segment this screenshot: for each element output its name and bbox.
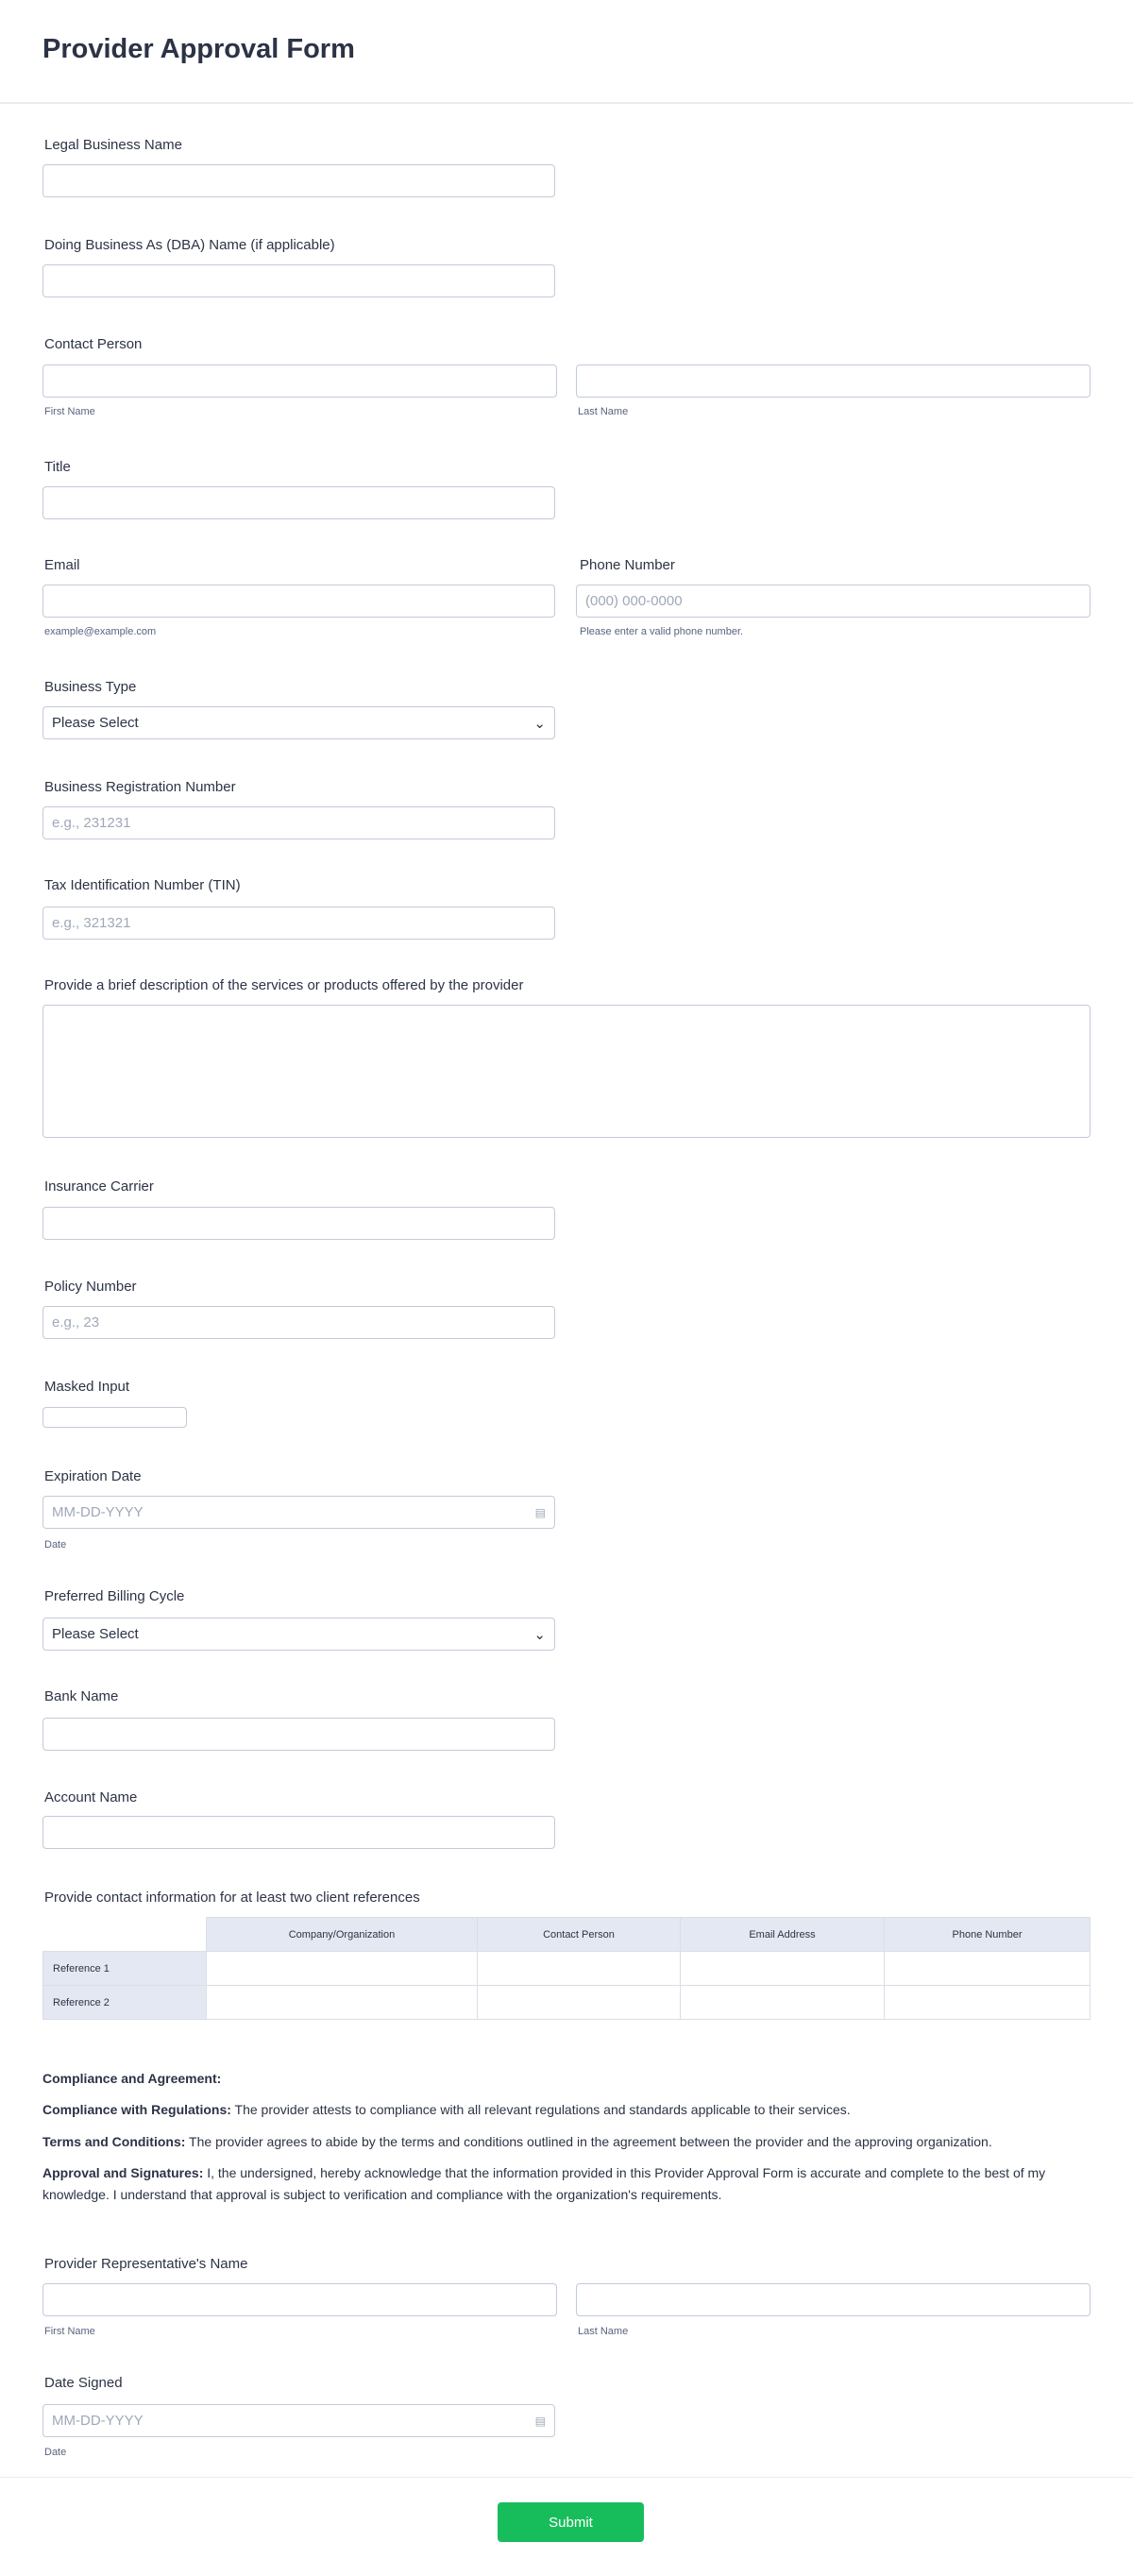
policy-label: Policy Number: [44, 1279, 137, 1295]
billing-cycle-select[interactable]: [42, 1618, 555, 1651]
tin-input[interactable]: [42, 907, 555, 940]
calendar-icon[interactable]: ▤: [534, 1505, 546, 1519]
bank-name-input[interactable]: [42, 1718, 555, 1751]
dba-input[interactable]: [42, 264, 555, 297]
terms-paragraph: [42, 2131, 1091, 2153]
paragraph-text: The provider attests to compliance with all relevant regulations and standards applicable to their services.: [230, 2102, 851, 2117]
brn-placeholder: e.g., 231231: [52, 815, 131, 831]
paragraph-title: Compliance with Regulations:: [42, 2102, 231, 2117]
description-label: Provide a brief description of the services or products offered by the provider: [44, 977, 524, 993]
expiration-label: Expiration Date: [44, 1468, 142, 1484]
chevron-down-icon: ⌄: [533, 715, 546, 732]
tin-placeholder: e.g., 321321: [52, 915, 131, 931]
footer-divider: [0, 2477, 1133, 2478]
chevron-down-icon: ⌄: [533, 1626, 546, 1643]
description-textarea[interactable]: [42, 1005, 1091, 1138]
references-table: [42, 1917, 1091, 2020]
rep-first-name-input[interactable]: [42, 2283, 557, 2316]
dba-label: Doing Business As (DBA) Name (if applicable): [44, 237, 335, 253]
table-corner: [43, 1918, 207, 1952]
first-name-sublabel: First Name: [44, 2326, 95, 2337]
expiration-placeholder: MM-DD-YYYY: [52, 1504, 144, 1520]
references-label: Provide contact information for at least two client references: [44, 1890, 420, 1906]
paragraph-title: Approval and Signatures:: [42, 2165, 204, 2180]
expiration-date-input[interactable]: [42, 1496, 555, 1529]
contact-first-name-input[interactable]: [42, 364, 557, 398]
contact-last-name-input[interactable]: [576, 364, 1091, 398]
table-cell-input[interactable]: [207, 1952, 478, 1986]
billing-cycle-label: Preferred Billing Cycle: [44, 1588, 185, 1604]
legal-business-name-input[interactable]: [42, 164, 555, 197]
date-signed-placeholder: MM-DD-YYYY: [52, 2413, 144, 2429]
row-header: Reference 2: [43, 1986, 207, 2020]
account-name-input[interactable]: [42, 1816, 555, 1849]
brn-label: Business Registration Number: [44, 779, 236, 795]
insurance-label: Insurance Carrier: [44, 1178, 154, 1195]
email-label: Email: [44, 557, 80, 573]
title-label: Title: [44, 459, 71, 475]
compliance-paragraph: [42, 2099, 1091, 2121]
row-header: Reference 1: [43, 1952, 207, 1986]
compliance-heading: Compliance and Agreement:: [42, 2071, 222, 2086]
tin-label: Tax Identification Number (TIN): [44, 877, 241, 893]
phone-sublabel: Please enter a valid phone number.: [580, 626, 744, 637]
table-cell-input[interactable]: [681, 1986, 885, 2020]
expiration-sublabel: Date: [44, 1539, 67, 1551]
column-header: Company/Organization: [207, 1918, 478, 1952]
table-cell-input[interactable]: [478, 1986, 681, 2020]
phone-input[interactable]: [576, 585, 1091, 618]
insurance-input[interactable]: [42, 1207, 555, 1240]
account-name-label: Account Name: [44, 1789, 138, 1805]
table-cell-input[interactable]: [681, 1952, 885, 1986]
table-row: [43, 1986, 1091, 2020]
last-name-sublabel: Last Name: [578, 406, 629, 417]
column-header: Email Address: [681, 1918, 885, 1952]
phone-placeholder: (000) 000-0000: [585, 593, 683, 609]
legal-business-name-label: Legal Business Name: [44, 137, 182, 153]
table-cell-input[interactable]: [207, 1986, 478, 2020]
table-cell-input[interactable]: [478, 1952, 681, 1986]
date-signed-input[interactable]: [42, 2404, 555, 2437]
masked-input-label: Masked Input: [44, 1379, 130, 1395]
policy-placeholder: e.g., 23: [52, 1314, 100, 1330]
table-cell-input[interactable]: [885, 1952, 1091, 1986]
phone-label: Phone Number: [580, 557, 675, 573]
rep-name-label: Provider Representative's Name: [44, 2256, 248, 2272]
billing-cycle-value: Please Select: [52, 1626, 139, 1642]
paragraph-text: I, the undersigned, hereby acknowledge that the information provided in this Provider Approval Form is accurate and complete to the best of my knowledge. I understand that approval is subject to verification and compliance with the organization's requirements.: [42, 2165, 1046, 2202]
page-title: Provider Approval Form: [42, 34, 355, 64]
business-type-select[interactable]: [42, 706, 555, 739]
paragraph-title: Terms and Conditions:: [42, 2134, 186, 2149]
business-type-value: Please Select: [52, 715, 139, 731]
table-row: [43, 1952, 1091, 1986]
submit-button[interactable]: Submit: [498, 2502, 644, 2542]
email-sublabel: example@example.com: [44, 626, 157, 637]
rep-last-name-input[interactable]: [576, 2283, 1091, 2316]
email-input[interactable]: [42, 585, 555, 618]
brn-input[interactable]: [42, 806, 555, 839]
masked-input[interactable]: [42, 1407, 187, 1428]
last-name-sublabel: Last Name: [578, 2326, 629, 2337]
column-header: Phone Number: [885, 1918, 1091, 1952]
table-cell-input[interactable]: [885, 1986, 1091, 2020]
business-type-label: Business Type: [44, 679, 137, 695]
date-signed-sublabel: Date: [44, 2447, 67, 2458]
paragraph-text: The provider agrees to abide by the terms and conditions outlined in the agreement between the provider and the approving organization.: [185, 2134, 992, 2149]
date-signed-label: Date Signed: [44, 2375, 123, 2391]
bank-name-label: Bank Name: [44, 1688, 119, 1704]
title-input[interactable]: [42, 486, 555, 519]
first-name-sublabel: First Name: [44, 406, 95, 417]
contact-person-label: Contact Person: [44, 336, 143, 352]
calendar-icon[interactable]: ▤: [534, 2414, 546, 2428]
policy-input[interactable]: [42, 1306, 555, 1339]
column-header: Contact Person: [478, 1918, 681, 1952]
approval-paragraph: [42, 2162, 1091, 2206]
